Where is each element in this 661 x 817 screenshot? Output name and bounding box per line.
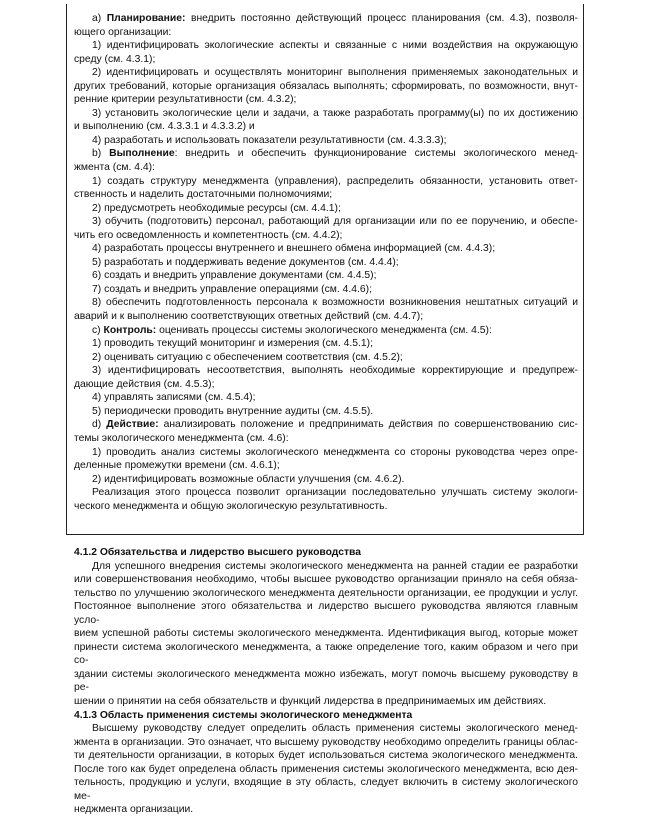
phase-title: Действие: (106, 419, 159, 431)
box-line: 1) проводить анализ системы экологического менеджмента со стороны руководства через опре- (92, 446, 578, 458)
box-line (74, 418, 578, 432)
box-line: 3) идентифицировать несоответствия, выполнять необходимые корректирующие и предупреж- (92, 365, 578, 377)
box-line: 2) идентифицировать возможные области улучшения (см. 4.6.2). (92, 473, 405, 485)
box-line: 7) создать и внедрить управление операциями (см. 4.4.6); (92, 283, 372, 295)
box-line: 6) создать и внедрить управление документами (см. 4.4.5); (92, 270, 377, 282)
text-line: ти деятельности организации, в которых будет использоваться система экологического менеджмента. (74, 750, 578, 762)
box-line: 5) разработать и поддерживать ведение документов (см. 4.4.4); (92, 256, 399, 268)
box-line: 1) создать структуру менеджмента (управления), распределить обязанности, установить ответ- (92, 175, 578, 187)
text-line: тельность, продукцию и услуги, входящие в эту область, следует включить в систему экологического ме- (74, 777, 578, 802)
item-letter: d) (92, 419, 107, 431)
box-line: и выполнению (см. 4.3.3.1 и 4.3.3.2) и (74, 121, 255, 133)
phase-title: Планирование: (106, 13, 186, 24)
box-line: 1) идентифицировать экологические аспекты и связанные с ними воздействия на окружающую (92, 40, 578, 52)
box-line: 8) обеспечить подготовленность персонала к возможности возникновения нештатных ситуаций и (92, 297, 578, 309)
box-line: 1) проводить текущий мониторинг и измерения (см. 4.5.1); (92, 338, 373, 350)
box-line: жмента (см. 4.4): (74, 162, 155, 174)
box-line: 4) разработать процессы внутреннего и внешнего обмена информацией (см. 4.4.3); (92, 243, 496, 255)
box-line: 4) разработать и использовать показатели результативности (см. 4.3.3.3); (92, 134, 447, 146)
text-line: тельство по улучшению экологического менеджмента деятельности организации, ее продукции и услуг. (74, 587, 578, 599)
box-line (74, 12, 578, 26)
phase-description: : внедрить и обеспечить функционирование системы экологического менед- (174, 148, 578, 160)
box-line (74, 147, 578, 161)
box-line: темы экологического менеджмента (см. 4.6): (74, 432, 289, 444)
text-line: здании системы экологического менеджмента можно избежать, могут помочь высшему руководству в ре- (74, 668, 578, 694)
box-line: ческого менеджмента и общую экологическую результативность. (74, 500, 388, 512)
phase-description: анализировать положение и предпринимать действия по совершенствованию сис- (158, 419, 578, 431)
box-line: 4) управлять записями (см. 4.5.4); (92, 392, 256, 404)
box-line (74, 324, 578, 338)
box-line: дающие действия (см. 4.5.3); (74, 378, 215, 390)
box-line: 2) предусмотреть необходимые ресурсы (см. 4.4.1); (92, 202, 341, 214)
box-line: других требований, которые организация обязалась выполнять; сформировать, по возможности, внут- (74, 80, 578, 92)
text-line: шении о принятии на себя обязательств и функций лидерства в предпринимаемых им действиях. (74, 696, 547, 708)
main-text (74, 546, 578, 817)
box-line: среду (см. 4.3.1); (74, 53, 156, 65)
section-4-1-2-body (74, 560, 578, 709)
box-line: ственность и наделить достаточными полномочиями; (74, 189, 333, 201)
phase-title: Контроль: (103, 324, 157, 336)
box-line: ющего организации: (74, 26, 172, 38)
text-line: Для успешного внедрения системы экологического менеджмента на ранней стадии ее разработки (92, 560, 578, 572)
phase-title: Выполнение (109, 148, 175, 160)
text-line: или совершенствования необходимо, чтобы высшее руководство организации приняло на себя обяза- (74, 574, 578, 586)
box-line: 5) периодически проводить внутренние аудиты (см. 4.5.5). (92, 405, 374, 417)
pdca-process-box (74, 12, 578, 513)
box-line: аварий и к выполнению соответствующих ответных действий (см. 4.4.7); (74, 311, 424, 323)
section-4-1-3-body (74, 722, 578, 817)
box-line: 3) обучить (подготовить) персонал, работающий для организации или по ее поручению, и обеспе- (92, 216, 578, 228)
box-line: 2) оценивать ситуацию с обеспечением соответствия (см. 4.5.2); (92, 351, 403, 363)
box-line: деленные промежутки времени (см. 4.6.1); (74, 460, 280, 472)
box-line: Реализация этого процесса позволит организации последовательно улучшать систему экологи- (92, 487, 578, 499)
box-line: чить его осведомленность и компетентность (см. 4.4.2); (74, 229, 343, 241)
text-line: вием успешной работы системы экологического менеджмента. Идентификация выгод, которые может (74, 628, 578, 640)
text-line: принести система экологического менеджмента, а также определение того, каким образом и чего при со- (74, 641, 578, 667)
item-letter: b) (92, 148, 110, 160)
box-line: 2) идентифицировать и осуществлять мониторинг выполнения применяемых законодательных и (92, 67, 578, 79)
heading-4-1-3: 4.1.3 Область применения системы экологического менеджмента (74, 709, 413, 721)
text-line: После того как будет определена область применения системы экологического менеджмента, всю дея- (74, 763, 578, 775)
box-line: ренние критерии результативности (см. 4.3.2); (74, 94, 297, 106)
phase-description: внедрить постоянно действующий процесс планирования (см. 4.3), позволя- (185, 13, 579, 24)
item-letter: a) (92, 13, 107, 24)
phase-description: оценивать процессы системы экологического менеджмента (см. 4.5): (156, 324, 492, 336)
text-line: неджмента организации. (74, 804, 194, 816)
text-line: жмента в организации. Это означает, что высшему руководству необходимо определить границы облас- (74, 736, 578, 748)
heading-4-1-2: 4.1.2 Обязательства и лидерство высшего руководства (74, 547, 362, 558)
item-letter: c) (92, 324, 104, 336)
text-line: Высшему руководству следует определить область применения системы экологического менед- (92, 723, 578, 735)
text-line: Постоянное выполнение этого обязательства и лидерство высшего руководства являются главным усло- (74, 601, 578, 626)
box-line: 3) установить экологические цели и задачи, а также разработать программу(ы) по их достижению (92, 107, 578, 119)
